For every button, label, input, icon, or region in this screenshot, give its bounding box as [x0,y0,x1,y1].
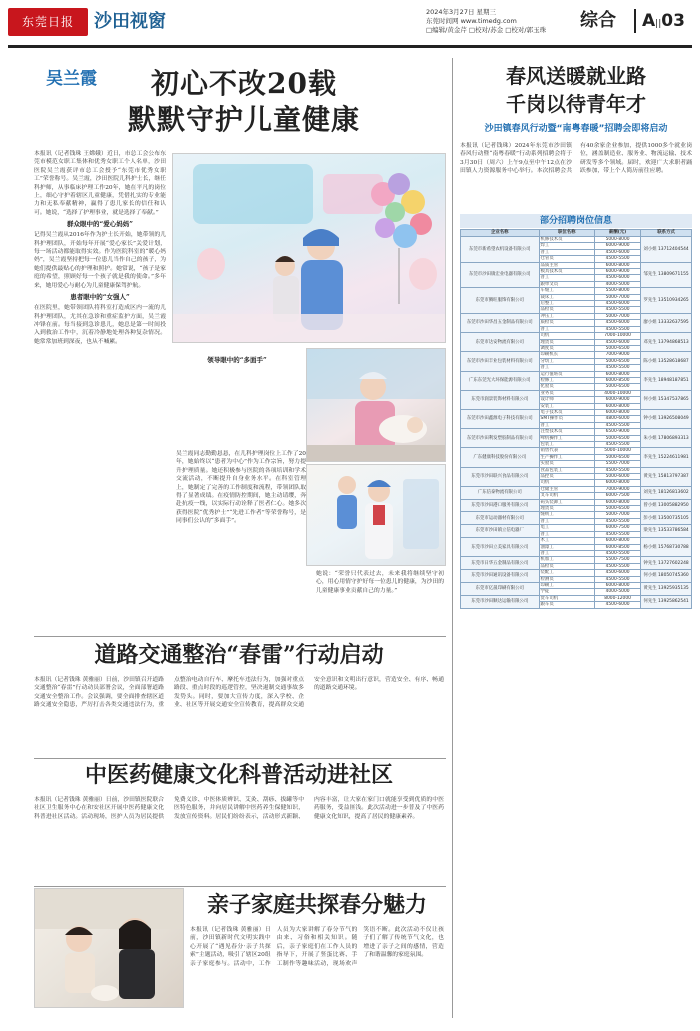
contact-info: 杨小姐 15768730788 [641,538,692,557]
salary: 4500-5500 [594,307,640,313]
position-name: 司机 [539,480,594,486]
position-name: 跟车员 [539,602,594,608]
salary: 4500-5500 [594,326,640,332]
position-name: 学徒 [539,589,594,595]
contact-info: 刘先生 18126813602 [641,486,692,499]
salary: 4500-5500 [594,365,640,371]
company-name: 东莞市沙田联兴食品有限公司 [461,467,540,486]
salary: 6000-8000 [594,403,640,409]
contact-info: 黄先生 13925935135 [641,582,692,595]
article2-headline: 道路交通整治“春雷”行动启动 [94,642,384,668]
company-name: 东莞市沙田港口服务有限公司 [461,499,540,512]
position-name: 印刷机长 [539,352,594,358]
photo-nurse-portrait [306,464,446,566]
header-contact: 联系方式 [641,230,692,237]
company-name: 东莞市日华五金制品有限公司 [461,557,540,570]
position-name: 注塑技术员 [539,429,594,435]
salary: 6000-8500 [594,544,640,550]
position-name: 普工 [539,422,594,428]
contact-info: 李先生 18948187851 [641,371,692,390]
contact-info: 朱小姐 17806893313 [641,429,692,448]
company-name: 东莞市达安物流有限公司 [461,333,540,352]
position-name: 车缝工 [539,288,594,294]
position-name: 生产操作工 [539,454,594,460]
position-name: 电工 [539,525,594,531]
contact-info: 罗先生 13510934265 [641,288,692,314]
contact-info: 邓先生 13794868513 [641,333,692,352]
salary: 6000-8500 [594,377,640,383]
article2-body [34,676,444,758]
salary: 4500-5500 [594,576,640,582]
position-name: 分切工 [539,358,594,364]
contact-info: 钟小姐 13926508049 [641,409,692,428]
right-body-text: 本报讯（记者钱珠）2024年东莞市沙田镇春风行动暨“南粤春暖”行动系列招聘会将于3月30日（周六）上午9点至中午12点在沙田镇人力资源服务中心举行。本次招聘会共有40余家企业参加，提供1000多个就业岗位，涵盖制造业、服务业、物流运输、技术研发等多个领域。届时，欢迎广大求职者踊跃参加，带上个人简历前往应聘。 [460,143,692,175]
contact-info: 刘小姐 13712404544 [641,237,692,263]
position-name: 仓管员 [539,256,594,262]
position-name: 包装工 [539,442,594,448]
position-name: 机修技术员 [539,237,594,243]
position-name: 品控员 [539,474,594,480]
photo-illustration [35,889,184,1008]
article3-headline: 中医药健康文化科普活动进社区 [84,762,393,788]
right-headline-line2: 千岗以待青年才 [506,92,646,116]
article4-text: 本报讯（记者钱珠 黄雅丽）日前，沙田镇新时代文明实践中心开展了“遇见春分·亲子共探索”主题活动，吸引了辖区20组亲子家庭参与。活动中，工作人员为大家讲解了春分节气的由来、习俗和相关知识。随后，亲子家庭们在工作人员的指导下，开展了竖蛋比赛、手工制作等趣味活动，现场欢声笑语不断。此次活动不仅让孩子们了解了传统节气文化，也增进了亲子之间的感情，营造了和谐温馨的家庭氛围。 [190,927,444,967]
article1-headline-line2: 默默守护儿童健康 [127,103,360,136]
position-name: 印刷工 [539,582,594,588]
article1-column-3 [316,570,444,638]
jobs-table-header [461,230,692,237]
company-name: 东莞市润景装饰材料有限公司 [461,390,540,409]
position-name: 电子技术员 [539,409,594,415]
editor-line-2: □编辑/黄金芹 □校对/苏金 □校对/郭玉珠 [426,26,547,34]
article3-text: 本报讯（记者钱珠 黄雅丽）日前，沙田镇医院联合社区卫生服务中心在和安社区开展中医药健康文化科普进社区活动。活动现场，医护人员为居民提供免费义诊、中医体质辨识、艾灸、刮痧、拔罐等中医特色服务，并向居民讲解中医药养生保健知识，发放宣传资料。居民们纷纷表示，活动形式新颖、内容丰富，让大家在家门口就能享受到优质的中医药服务，受益匪浅。此次活动进一步普及了中医药健康文化知识，提高了居民的健康素养。 [34,797,444,820]
salary: 7000-9000 [594,486,640,492]
position-name: 普工 [539,550,594,556]
contact-info: 黄先生 15813797387 [641,467,692,486]
salary: 4500-6000 [594,570,640,576]
position-name: 油漆工 [539,544,594,550]
position-name: 焊工 [539,243,594,249]
contact-info: 邹先生 13809671155 [641,262,692,288]
right-headline-line1: 春风送暖就业路 [506,64,646,88]
contact-info: 陈小姐 13528618687 [641,352,692,371]
page-number-value: 03 [661,11,685,31]
salary: 5000-6500 [594,384,640,390]
salary: 5000-10000 [594,448,640,454]
page-number: A||03 [634,9,690,33]
position-name: 仓储主管 [539,486,594,492]
salary: 6000-8000 [594,262,640,268]
masthead-info [426,8,576,35]
position-name: 普工 [539,249,594,255]
salary: 5000-8000 [594,237,640,243]
article4-headline: 亲子家庭共探春分魅力 [206,892,427,918]
contact-info: 钟先生 13727602248 [641,557,692,570]
salary: 4500-5500 [594,563,640,569]
salary: 5000-6500 [594,435,640,441]
salary: 4500-5500 [594,550,640,556]
salary: 4500-5500 [594,422,640,428]
photo-illustration [307,465,446,566]
position-name: 销售代表 [539,448,594,454]
salary: 4500-6000 [594,602,640,608]
position-name: 木工 [539,538,594,544]
position-name: 冲压工 [539,313,594,319]
masthead [8,6,692,50]
position-name: 叉车司机 [539,493,594,499]
divider [34,636,446,637]
salary: 4800-6000 [594,416,640,422]
salary: 5500-7500 [594,557,640,563]
company-name: 东莞市沙田镇宏业电器有限公司 [461,262,540,288]
author-name: 吴兰霞 [46,69,97,89]
contact-info: 彭小姐 13500735105 [641,512,692,525]
article1-headline [104,66,384,138]
position-name: 检修工 [539,377,594,383]
company-name: 东莞市沙田鑫源电子科技有限公司 [461,409,540,428]
photo-illustration [173,154,446,343]
salary: 4500-5500 [594,518,640,524]
page-label: 综合 [580,10,616,31]
position-name: 检测员 [539,576,594,582]
company-name: 东莞市运动器材有限公司 [461,512,540,525]
header-position: 职位名称 [539,230,594,237]
contact-info: 梁先生 13533786584 [641,525,692,538]
company-name: 东莞市沙田立美家具有限公司 [461,538,540,557]
salary: 4500-5500 [594,531,640,537]
salary: 6000-8000 [594,499,640,505]
jobs-table-body [461,237,692,609]
salary: 5000-7000 [594,313,640,319]
salary: 5500-7000 [594,461,640,467]
salary: 4500-6000 [594,249,640,255]
company-name: 东莞市沙田利发塑胶制品有限公司 [461,429,540,448]
salary: 6000-8000 [594,582,640,588]
position-name: 普工 [539,518,594,524]
date-line: 2024年3月27日 星期三 [426,8,497,16]
company-name: 广东东莞光大环保能源有限公司 [461,371,540,390]
company-name: 东莞市沙田镇立信电器厂 [461,525,540,538]
salary: 5000-7000 [594,512,640,518]
article1-intro: 本报讯（记者钱珠 王嫦娥）近日，市总工会公布东莞市模范女职工集体和优秀女职工个人名单，沙田医院吴兰霞获评市总工会授予“东莞市优秀女职工”荣誉称号。吴兰霞，沙田医院儿科护士长，继任科护师，从事临床护理工作20年，她在平凡的岗位上，细心守护着辖区儿童健康，凭借扎实的专业能力和无私奉献精神，赢得了患儿家长的信任和认可。她说，“选择了护理事业，就是选择了奉献。” [34,151,166,216]
position-name: 普工 [539,531,594,537]
contact-info: 曾小姐 13005882950 [641,499,692,512]
article4-body [190,926,444,1014]
position-name: 机加工 [539,557,594,563]
salary: 6000-8000 [594,409,640,415]
caption-title: 领导眼中的“多面手” [207,356,267,364]
salary: 6500-9000 [594,429,640,435]
company-name: 东莞市沙田通讯设备有限公司 [461,570,540,583]
position-name: 品检员 [539,563,594,569]
article1-headline-line1: 初心不改20载 [151,67,337,100]
contact-info: 李先生 15224611981 [641,448,692,467]
article1-column-1 [34,150,166,575]
salary: 6000-9000 [594,397,640,403]
salary: 6000-9000 [594,243,640,249]
jobs-table-title: 部分招聘岗位信息 [460,214,692,228]
contact-info: 何小姐 18050745360 [641,570,692,583]
right-subtitle: 沙田镇春风行动暨“南粤春暖”招聘会即将启动 [484,124,668,134]
position-name: 装配工 [539,570,594,576]
article1-body-1: 记得吴兰霞从2016年作为护士长开始，她带领的儿科护理团队，开始每年开展“爱心家长”关爱计划，每一场活动都能取得实效。作为医院科室的“暖心妈妈”，吴兰霞坚持把每一位患儿当作自己的孩子，为她们提供最贴心的护理和照护。她常说，“孩子是家庭的希望，照顾好每一个孩子就是我的使命。”多年来，她用爱心与耐心为儿童健康保驾护航。 [34,232,166,289]
salary: 4500-5500 [594,256,640,262]
jobs-table [460,229,692,609]
position-name: 码头装卸工 [539,499,594,505]
article1-subhead-2: 患者眼中的“女强人” [70,293,130,302]
position-name: 质检员 [539,320,594,326]
salary: 5000-6500 [594,345,640,351]
contact-info: 何小姐 15347537865 [641,390,692,409]
company-name: 东莞市亿晟印刷有限公司 [461,582,540,595]
section-name: 沙田视窗 [94,11,166,32]
position-name: 调度员 [539,345,594,351]
position-name: 模具技术员 [539,269,594,275]
position-name: 设计师 [539,397,594,403]
salary: 6000-9000 [594,269,640,275]
company-name: 东莞市沙田华昌五金制品有限公司 [461,313,540,332]
header-company: 企业名称 [461,230,540,237]
salary: 5000-6500 [594,506,640,512]
salary: 5000-6500 [594,454,640,460]
photo-nurse-with-child [172,153,446,343]
position-name: 业务员 [539,390,594,396]
position-name: 食品包装工 [539,467,594,473]
position-name: 货车司机 [539,595,594,601]
position-name: 品检员 [539,307,594,313]
company-name: 东莞市新希望农机设备有限公司 [461,237,540,263]
photo-illustration [307,349,446,462]
salary: 5000-6000 [594,474,640,480]
position-name: 品质主管 [539,262,594,268]
contact-info: 廖小姐 13332637595 [641,313,692,332]
salary: 4000-5000 [594,281,640,287]
company-name: 广东信泰物流有限公司 [461,486,540,499]
article2-text: 本报讯（记者钱珠 黄雅丽）日前，沙田镇召开道路交通整治“春雷”行动动员部署会议，全面部署道路交通安全整治工作。会议强调，要全面排查辖区道路交通安全隐患，严厉打击各类交通违法行为，重点整治电动自行车、摩托车违法行为，加强对重点路段、重点时段的巡逻管控，坚决遏制交通事故多发势头。同时，要加大宣传力度，深入学校、企业、社区等开展交通安全宣传教育，提高群众交通安全意识和文明出行意识，营造安全、有序、畅通的道路交通环境。 [34,677,444,709]
salary: 4500-6000 [594,339,640,345]
photo-nurse-with-baby [306,348,446,462]
salary: 6000-8000 [594,480,640,486]
salary: 5000-7000 [594,294,640,300]
header-salary: 薪酬(元) [594,230,640,237]
position-name: 缝纫工 [539,512,594,518]
company-name: 东莞市腾旺服饰有限公司 [461,288,540,314]
column-separator [452,58,453,1018]
position-name: 化验员 [539,384,594,390]
salary: 8000-12000 [594,595,640,601]
contact-info: 何先生 13925862541 [641,595,692,608]
position-name: 跟单文员 [539,281,594,287]
salary: 4500-6000 [594,275,640,281]
position-name: 裁床工 [539,294,594,300]
salary: 4500-5500 [594,467,640,473]
company-name: 东莞市沙田顺达运输有限公司 [461,595,540,608]
salary: 4000-5000 [594,589,640,595]
photo-caption [176,355,298,365]
salary: 7000-9000 [594,352,640,358]
position-name: 安装工 [539,403,594,409]
newspaper-logo: 东莞日报 [8,8,88,36]
salary: 5500-8000 [594,288,640,294]
salary: 6000-7500 [594,493,640,499]
divider [34,886,446,887]
salary: 4500-6000 [594,301,640,307]
salary: 6000-8000 [594,371,640,377]
article3-body [34,796,444,886]
right-body [460,142,692,212]
article1-body-2: 在医院里，她带领团队将科室打造成区内一流的儿科护理团队，尤其在急诊和重症监护方面，吴兰霞冲锋在前。每当接到急诊患儿，她总是第一时间投入到救治工作中，沉着冷静地处理各种复杂情况。她常常加班到深夜，也从不喊累。 [34,305,166,345]
position-name: 普工 [539,326,594,332]
salary: 6000-8000 [594,538,640,544]
salary: 4500-6000 [594,320,640,326]
salary: 6000-7500 [594,525,640,531]
position-name: 普工 [539,365,594,371]
salary: 4500-5500 [594,442,640,448]
position-name: SMT操作员 [539,416,594,422]
position-name: 理货员 [539,339,594,345]
page-prefix: A [642,11,656,31]
position-name: 运行值班员 [539,371,594,377]
masthead-rule [8,45,692,48]
divider [34,758,446,759]
company-name: 东莞市沙田丰业包装材料有限公司 [461,352,540,371]
right-headline [460,62,692,118]
position-name: 实验员 [539,461,594,467]
article1-body-3: 吴兰霞同志勤勤恳恳，在儿科护理岗位上工作了20年，她始终以“患者为中心”作为工作宗旨，努力提升护理质量。她还积极参与医院的各项培训和学术交流活动，不断提升自身业务水平。在科室管理上，她制定了完善的工作制度和流程，带领团队取得了显著成绩。在疫情防控期间，她主动请缨，奔赴抗疫一线，以实际行动诠释了医者仁心。她多次获得医院“优秀护士”“先进工作者”等荣誉称号，是同事们公认的“多面手”。 [176,451,306,525]
salary: 7000-10000 [594,333,640,339]
position-name: 普工 [539,275,594,281]
salary: 4000-10000 [594,390,640,396]
article1-subhead-1: 群众眼中的“爱心妈妈” [67,220,133,229]
photo-parent-child-activity [34,888,184,1008]
editor-line-1: 东莞时间网 www.timedg.com [426,17,517,25]
position-name: 啤机操作工 [539,435,594,441]
salary: 5000-6500 [594,358,640,364]
position-name: 司机 [539,333,594,339]
position-name: 后整工 [539,301,594,307]
article1-body-4: 她说：“荣誉只代表过去，未来我将继续坚守初心，用心用情守护好每一位患儿的健康，为沙田的儿童健康事业贡献自己的力量。” [316,571,444,594]
position-name: 理货员 [539,506,594,512]
company-name: 广东健康科技股份有限公司 [461,448,540,467]
